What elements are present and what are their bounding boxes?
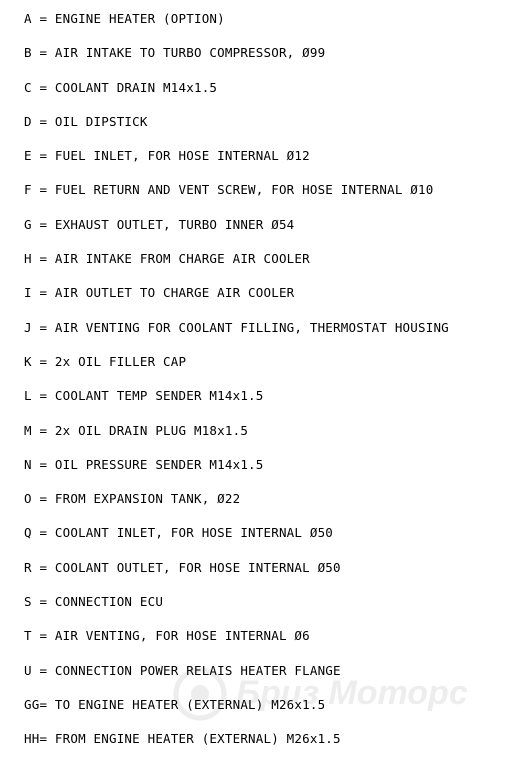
legend-item-d: D = OIL DIPSTICK bbox=[24, 113, 148, 129]
legend-item-t: T = AIR VENTING, FOR HOSE INTERNAL Ø6 bbox=[24, 628, 310, 644]
watermark-text: Бриз Моторс bbox=[236, 674, 468, 712]
legend-item-b: B = AIR INTAKE TO TURBO COMPRESSOR, Ø99 bbox=[24, 45, 326, 61]
legend-item-o: O = FROM EXPANSION TANK, Ø22 bbox=[24, 491, 241, 507]
legend-item-f: F = FUEL RETURN AND VENT SCREW, FOR HOSE INTERNAL Ø10 bbox=[24, 182, 434, 198]
legend-item-k: K = 2x OIL FILLER CAP bbox=[24, 353, 187, 369]
legend-item-r: R = COOLANT OUTLET, FOR HOSE INTERNAL Ø50 bbox=[24, 559, 341, 575]
legend-item-n: N = OIL PRESSURE SENDER M14x1.5 bbox=[24, 456, 264, 472]
legend-item-s: S = CONNECTION ECU bbox=[24, 594, 164, 610]
legend-item-i: I = AIR OUTLET TO CHARGE AIR COOLER bbox=[24, 285, 295, 301]
legend-item-g: G = EXHAUST OUTLET, TURBO INNER Ø54 bbox=[24, 216, 295, 232]
legend-item-m: M = 2x OIL DRAIN PLUG M18x1.5 bbox=[24, 422, 249, 438]
legend-item-h: H = AIR INTAKE FROM CHARGE AIR COOLER bbox=[24, 251, 310, 267]
legend-item-j: J = AIR VENTING FOR COOLANT FILLING, THERMOSTAT HOUSING bbox=[24, 319, 449, 335]
legend-item-u: U = CONNECTION POWER RELAIS HEATER FLANGE bbox=[24, 662, 341, 678]
legend-item-l: L = COOLANT TEMP SENDER M14x1.5 bbox=[24, 388, 264, 404]
legend-item-q: Q = COOLANT INLET, FOR HOSE INTERNAL Ø50 bbox=[24, 525, 334, 541]
legend-item-e: E = FUEL INLET, FOR HOSE INTERNAL Ø12 bbox=[24, 148, 310, 164]
legend-list bbox=[24, 10, 510, 765]
legend-item-a: A = ENGINE HEATER (OPTION) bbox=[24, 11, 225, 26]
legend-item-c: C = COOLANT DRAIN M14x1.5 bbox=[24, 79, 218, 95]
legend-item-gg: GG= TO ENGINE HEATER (EXTERNAL) M26x1.5 bbox=[24, 696, 326, 712]
legend-item-hh: HH= FROM ENGINE HEATER (EXTERNAL) M26x1.5 bbox=[24, 731, 341, 747]
